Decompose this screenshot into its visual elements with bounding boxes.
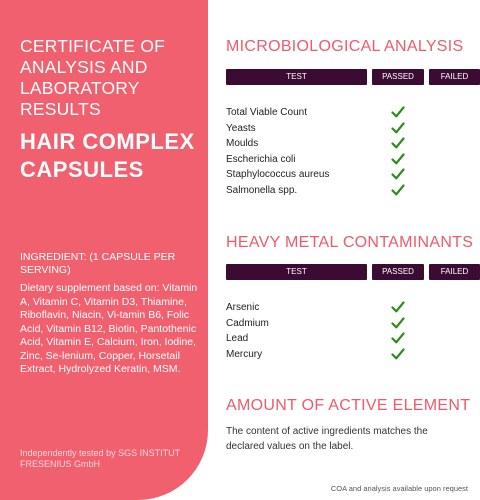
check-icon bbox=[391, 152, 405, 166]
heavy-metal-row-label: Arsenic bbox=[226, 302, 260, 313]
microbiological-row-label: Staphylococcus aureus bbox=[226, 169, 330, 180]
certificate-title: CERTIFICATE OF ANALYSIS AND LABORATORY RESULTS bbox=[20, 36, 166, 119]
microbiological-row-label: Moulds bbox=[226, 138, 259, 149]
heavy-metal-row-label: Mercury bbox=[226, 348, 263, 360]
product-name: HAIR COMPLEX CAPSULES bbox=[20, 129, 195, 182]
check-icon bbox=[391, 121, 405, 135]
microbiological-row bbox=[226, 105, 480, 121]
left-panel bbox=[0, 0, 208, 500]
check-icon bbox=[391, 316, 405, 330]
microbiological-row bbox=[226, 121, 480, 137]
microbiological-title: MICROBIOLOGICAL ANALYSIS bbox=[226, 38, 464, 55]
check-icon bbox=[391, 347, 405, 361]
header-passed: PASSED bbox=[372, 264, 424, 280]
check-icon bbox=[391, 183, 405, 197]
header-test: TEST bbox=[226, 69, 367, 85]
header-passed: PASSED bbox=[372, 69, 424, 85]
heavy-metal-row-label: Lead bbox=[226, 333, 249, 344]
microbiological-row bbox=[226, 183, 480, 199]
microbiological-row-label: Total Viable Count bbox=[226, 107, 307, 118]
header-failed: FAILED bbox=[429, 264, 480, 280]
check-icon bbox=[391, 300, 405, 314]
heavy-metals-table-header bbox=[226, 264, 480, 280]
microbiological-table-header bbox=[226, 69, 480, 85]
heavy-metal-row bbox=[226, 300, 480, 316]
heavy-metal-row bbox=[226, 331, 480, 347]
microbiological-row-label: Escherichia coli bbox=[226, 153, 296, 165]
heavy-metal-row bbox=[226, 347, 480, 363]
check-icon bbox=[391, 331, 405, 345]
ingredient-text: Dietary supplement based on: Vitamin A, Vitamin C, Vitamin D3, Thiamine, Riboflavin, Niacin, Vi-tamin B6, Folic Acid, Vitamin B12, Biotin, Pantothenic Acid, Vitamin E, Calcium, Iron, Iodine, Zinc, Se-lenium, Copper, Horsetail Extract, Hydrolyzed Keratin, MSM. bbox=[20, 282, 198, 375]
ingredient-label: INGREDIENT: (1 CAPSULE PER SERVING) bbox=[20, 251, 176, 276]
heavy-metals-rows bbox=[226, 300, 480, 362]
microbiological-row bbox=[226, 167, 480, 183]
active-element-text: The content of active ingredients matches the declared values on the label. bbox=[226, 426, 428, 452]
header-failed: FAILED bbox=[429, 69, 480, 85]
header-test: TEST bbox=[226, 264, 367, 280]
microbiological-row bbox=[226, 152, 480, 168]
active-element-title: AMOUNT OF ACTIVE ELEMENT bbox=[226, 397, 471, 414]
tested-by-note: Independently tested by SGS INSTITUT FRESENIUS GmbH bbox=[20, 448, 180, 469]
heavy-metal-row bbox=[226, 316, 480, 332]
check-icon bbox=[391, 167, 405, 181]
microbiological-rows bbox=[226, 105, 480, 198]
microbiological-row-label: Yeasts bbox=[226, 122, 256, 134]
check-icon bbox=[391, 105, 405, 119]
microbiological-row-label: Salmonella spp. bbox=[226, 184, 298, 196]
footer-note: COA and analysis available upon request bbox=[330, 484, 468, 493]
microbiological-row bbox=[226, 136, 480, 152]
check-icon bbox=[391, 136, 405, 150]
heavy-metals-title: HEAVY METAL CONTAMINANTS bbox=[226, 234, 474, 251]
heavy-metal-row-label: Cadmium bbox=[226, 317, 269, 329]
